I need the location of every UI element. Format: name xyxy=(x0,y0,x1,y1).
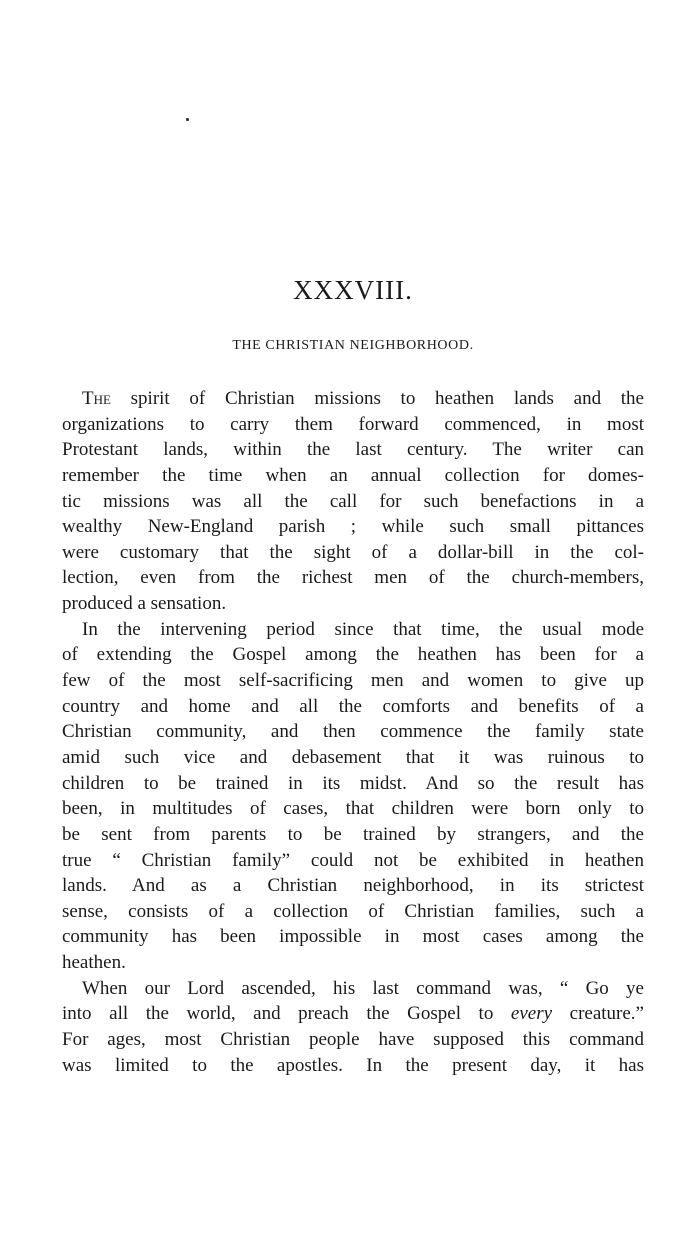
drop-word: The xyxy=(82,388,111,409)
text-line: When our Lord ascended, his last command was, “ Go ye xyxy=(82,977,644,999)
text-line: heathen. xyxy=(62,952,126,974)
chapter-title: THE CHRISTIAN NEIGHBORHOOD. xyxy=(232,338,474,353)
text-line: amid such vice and debasement that it was ruinous to xyxy=(62,746,644,768)
text-line: be sent from parents to be trained by strangers, and the xyxy=(62,823,644,845)
text-line: country and home and all the comforts and benefits of a xyxy=(62,695,644,717)
text-line: lection, even from the richest men of the church-members, xyxy=(62,567,644,589)
emphasis-word: every xyxy=(510,1003,553,1025)
chapter-number: XXXVIII. xyxy=(293,275,413,305)
text-line: children to be trained in its midst. And so the result has xyxy=(62,772,644,794)
text-span: creature.” xyxy=(552,1003,644,1025)
text-line: community has been impossible in most cases among the xyxy=(62,926,644,948)
text-line: was limited to the apostles. In the present day, it has xyxy=(62,1054,644,1076)
text-span: into all the world, and preach the Gospel to xyxy=(62,1003,511,1025)
text-line: few of the most self-sacrificing men and women to give up xyxy=(62,670,644,692)
text-line: remember the time when an annual collection for domes- xyxy=(62,464,644,486)
text-line: sense, consists of a collection of Christian families, such a xyxy=(62,900,644,922)
text-line: For ages, most Christian people have supposed this command xyxy=(62,1029,644,1051)
ink-speck xyxy=(186,118,189,121)
text-line: tic missions was all the call for such benefactions in a xyxy=(62,490,644,512)
text-line: Christian community, and then commence the family state xyxy=(62,721,644,743)
text-line: Protestant lands, within the last century. The writer can xyxy=(62,439,644,461)
body-text xyxy=(62,386,644,1078)
text-line: were customary that the sight of a dollar-bill in the col- xyxy=(62,541,644,563)
text-line: In the intervening period since that time, the usual mode xyxy=(82,618,644,640)
text-line: organizations to carry them forward commenced, in most xyxy=(62,413,644,435)
text-line: lands. And as a Christian neighborhood, in its strictest xyxy=(62,875,644,897)
text-line: of extending the Gospel among the heathen has been for a xyxy=(62,644,644,666)
text-span: spirit of Christian missions to heathen lands and the xyxy=(110,388,644,409)
text-line xyxy=(62,386,644,412)
text-line: been, in multitudes of cases, that children were born only to xyxy=(62,798,644,820)
text-line: wealthy New-England parish ; while such small pittances xyxy=(62,516,644,538)
text-line: produced a sensation. xyxy=(62,593,227,615)
text-line xyxy=(62,1001,644,1027)
text-line: true “ Christian family” could not be exhibited in heathen xyxy=(62,849,644,871)
